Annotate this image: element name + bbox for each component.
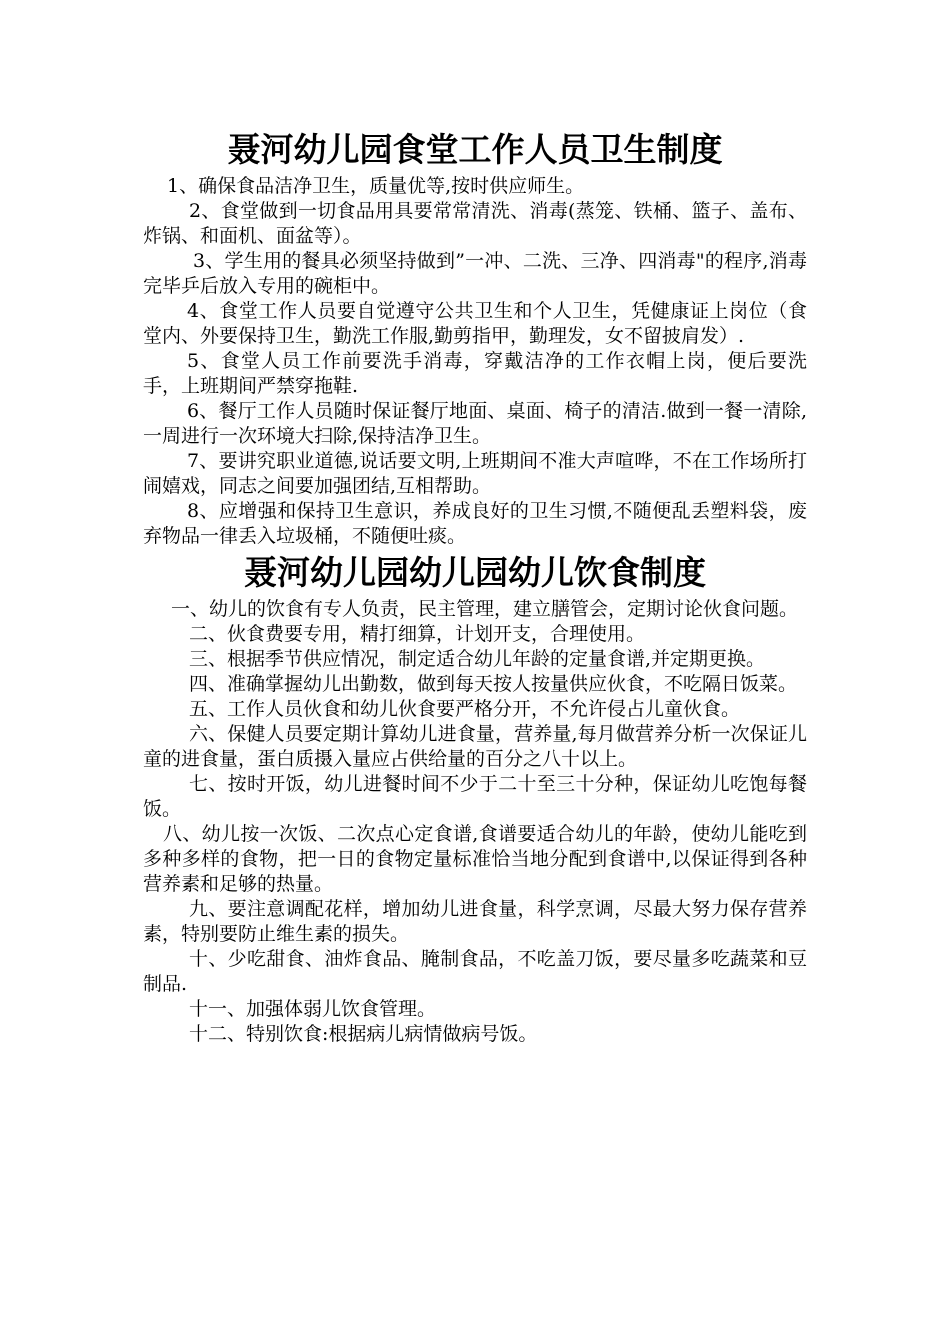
- section2-title: 聂河幼儿园幼儿园幼儿饮食制度: [244, 553, 706, 592]
- section2-item-9: 九、要注意调配花样，增加幼儿进食量，科学烹调，尽最大努力保存营养素，特别要防止维生素的损失。: [143, 898, 807, 945]
- section1-rules: [143, 174, 807, 549]
- section1-item-5: 5、食堂人员工作前要洗手消毒，穿戴洁净的工作衣帽上岗，便后要洗手，上班期间严禁穿拖鞋.: [143, 350, 807, 397]
- section1-item-1: 1、确保食品洁净卫生，质量优等,按时供应师生。: [167, 175, 585, 197]
- section2-item-12: 十二、特别饮食:根据病儿病情做病号饭。: [189, 1023, 538, 1045]
- section2-item-11: 十一、加强体弱儿饮食管理。: [189, 998, 437, 1020]
- section2-item-5: 五、工作人员伙食和幼儿伙食要严格分开，不允许侵占儿童伙食。: [189, 698, 741, 720]
- section1-item-2: 2、食堂做到一切食品用具要常常清洗、消毒(蒸笼、铁桶、篮子、盖布、炸锅、和面机、面盆等）。: [143, 200, 807, 247]
- section2-item-3: 三、根据季节供应情况，制定适合幼儿年龄的定量食谱,并定期更换。: [189, 648, 766, 670]
- section1-item-4: 4、食堂工作人员要自觉遵守公共卫生和个人卫生，凭健康证上岗位（食堂内、外要保持卫生，勤洗工作服,勤剪指甲，勤理发，女不留披肩发）.: [143, 300, 807, 347]
- section2-item-7: 七、按时开饭，幼儿进餐时间不少于二十至三十分种，保证幼儿吃饱每餐饭。: [143, 773, 807, 820]
- document-page: [143, 126, 807, 1047]
- section2-item-2: 二、伙食费要专用，精打细算，计划开支，合理使用。: [189, 623, 646, 645]
- section2-item-6: 六、保健人员要定期计算幼儿进食量，营养量,每月做营养分析一次保证儿童的进食量，蛋白质摄入量应占供给量的百分之八十以上。: [143, 723, 807, 770]
- section2-item-1: 一、幼儿的饮食有专人负责，民主管理，建立膳管会，定期讨论伙食问题。: [171, 598, 799, 620]
- section2-item-4: 四、准确掌握幼儿出勤数，做到每天按人按量供应伙食，不吃隔日饭菜。: [189, 673, 798, 695]
- section1-item-3: 3、学生用的餐具必须坚持做到”一冲、二洗、三净、四消毒"的程序,消毒完毕乒后放入专用的碗柜中。: [143, 250, 807, 297]
- section1-item-8: 8、应增强和保持卫生意识，养成良好的卫生习惯,不随便乱丢塑料袋，废弃物品一律丢入垃圾桶，不随便吐痰。: [143, 500, 807, 547]
- section1-item-6: 6、餐厅工作人员随时保证餐厅地面、桌面、椅子的清洁.做到一餐一清除,一周进行一次环境大扫除,保持洁净卫生。: [143, 400, 807, 447]
- section1-title: 聂河幼儿园食堂工作人员卫生制度: [227, 130, 723, 169]
- section2-item-10: 十、少吃甜食、油炸食品、腌制食品，不吃盖刀饭，要尽量多吃蔬菜和豆制品.: [143, 948, 807, 995]
- section2-item-8: 八、幼儿按一次饭、二次点心定食谱,食谱要适合幼儿的年龄，使幼儿能吃到多种多样的食物，把一日的食物定量标准恰当地分配到食谱中,以保证得到各种营养素和足够的热量。: [143, 823, 807, 895]
- section1-item-7: 7、要讲究职业道德,说话要文明,上班期间不准大声喧哗，不在工作场所打闹嬉戏，同志之间要加强团结,互相帮助。: [143, 450, 807, 497]
- section2-rules: [143, 597, 807, 1047]
